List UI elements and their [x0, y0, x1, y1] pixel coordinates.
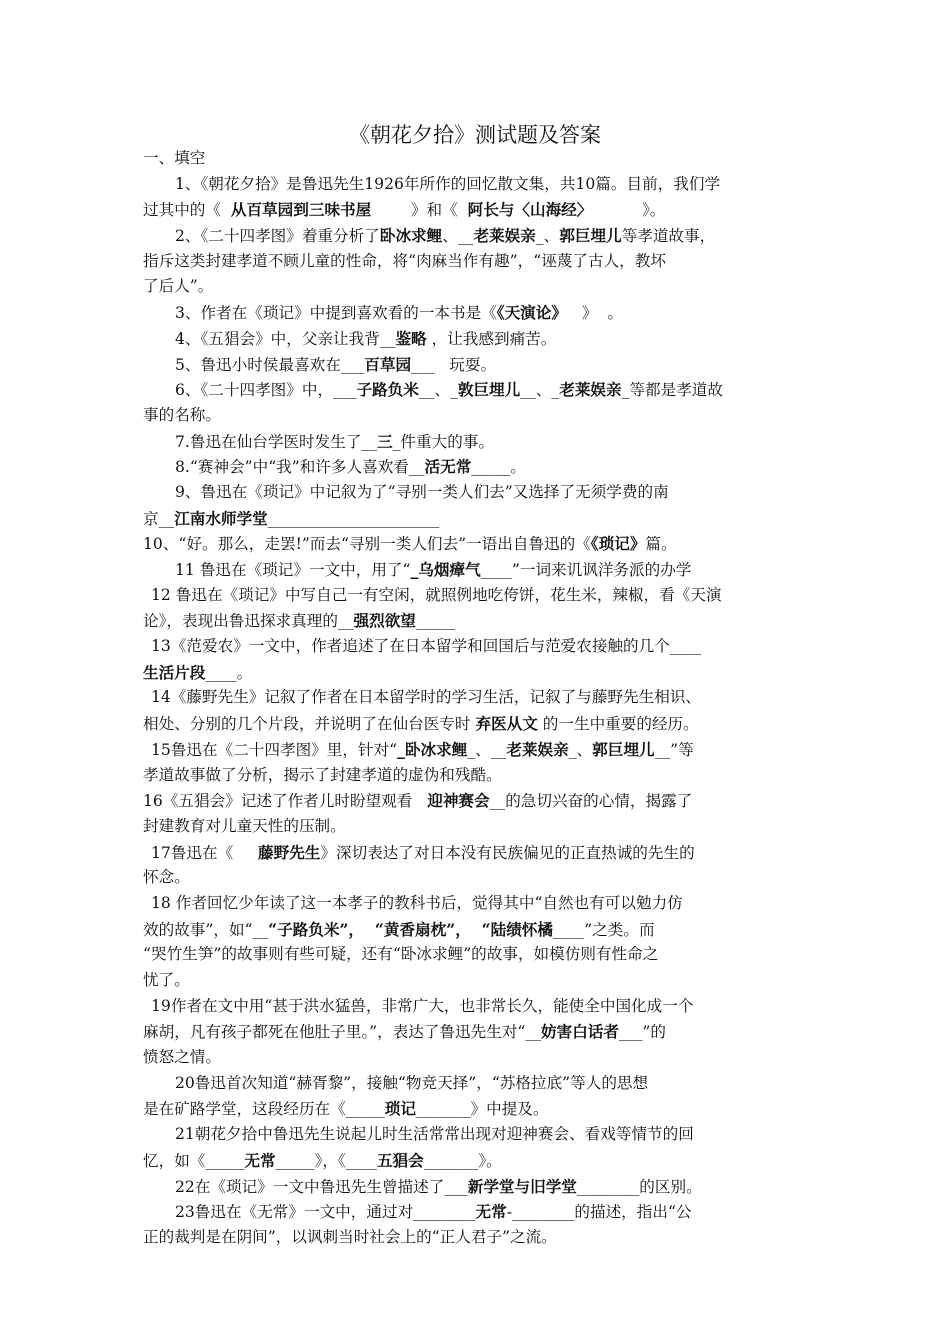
question-text: 愤怒之情。: [143, 1048, 221, 1067]
answer-text: 《琐记》: [590, 534, 646, 554]
question-text: 》 。: [566, 304, 623, 323]
answer-text: 迎神赛会: [427, 791, 490, 811]
text-line: [143, 1019, 811, 1045]
question-text: 4、《五猖会》中，父亲让我背__: [175, 329, 396, 348]
text-line: [143, 249, 811, 275]
question-text: 8.“赛神会”中“我”和许多人喜欢看__: [175, 458, 425, 477]
question-text: 篇。: [645, 535, 677, 554]
answer-text: 琐记: [384, 1099, 416, 1119]
answer-text: 鉴略: [395, 328, 427, 348]
text-line: [143, 377, 811, 403]
answer-text: 五猖会: [376, 1150, 424, 1170]
question-text: 》。: [592, 201, 666, 220]
answer-text: 生活片段: [143, 662, 206, 682]
document-body: [143, 146, 811, 1251]
question-text: _____: [415, 612, 455, 631]
text-line: [143, 1225, 811, 1251]
question-text: _______》。: [423, 1151, 502, 1170]
text-line: [143, 788, 811, 814]
text-line: [143, 1096, 811, 1122]
question-text: ____。: [205, 663, 253, 682]
question-text: ___”的: [618, 1023, 666, 1042]
text-line: [143, 608, 811, 634]
question-text: 是在矿路学堂，这段经历在《_____: [143, 1100, 385, 1119]
question-text: _、__: [467, 740, 507, 759]
answer-text: 弃医从文: [475, 714, 538, 734]
answer-text: 阿长与〈山海经〉: [467, 200, 593, 220]
question-text: 过其中的《: [143, 201, 231, 220]
question-text: 9、鲁迅在《琐记》中记叙为了“寻别一类人们去”又选择了无须学费的南: [175, 482, 669, 501]
answer-text: “子路负米”， “黄香扇枕”， “陆绩怀橘: [268, 919, 553, 939]
answer-text: 妨害白话者: [541, 1022, 619, 1042]
question-text: _____》，《____: [275, 1151, 377, 1170]
answer-text: 无常: [475, 1202, 507, 1222]
question-text: __”等: [654, 740, 694, 759]
text-line: [143, 506, 811, 532]
question-text: _______》中提及。: [415, 1100, 549, 1119]
question-text: 孝道故事做了分析，揭示了封建孝道的虚伪和残酷。: [143, 765, 502, 784]
text-line: [143, 1199, 811, 1225]
text-line: [143, 1045, 811, 1071]
question-text: 18 作者回忆少年读了这一本孝子的教科书后，觉得其中“自然也有可以勉力仿: [151, 893, 683, 912]
text-line: [143, 300, 811, 326]
answer-text: _卧冰求鲤: [397, 739, 468, 759]
text-line: [143, 326, 811, 352]
question-text: ____”一词来讥讽洋务派的办学: [480, 561, 692, 579]
answer-text: 敦巨埋儿: [457, 380, 521, 400]
question-text: 13《范爱农》一文中，作者追述了在日本留学和回国后与范爱农接触的几个____: [151, 637, 702, 656]
question-text: -________的描述，指出“公: [506, 1203, 692, 1222]
text-line: [143, 634, 811, 660]
question-lines: [143, 172, 811, 1251]
question-text: ，让我感到痛苦。: [426, 329, 557, 348]
answer-text: 从百草园到三味书屋: [230, 200, 372, 220]
text-line: [143, 865, 811, 891]
text-line: [143, 1122, 811, 1148]
text-line: [143, 968, 811, 994]
text-line: [143, 814, 811, 840]
answer-text: 老莱娱亲: [559, 380, 622, 400]
question-text: 忧了。: [143, 971, 190, 989]
text-line: [143, 711, 811, 737]
question-text: 21朝花夕拾中鲁迅先生说起儿时生活常常出现对迎神赛会、看戏等情节的回: [175, 1125, 694, 1144]
question-text: 17鲁迅在《: [151, 843, 259, 862]
text-line: [143, 737, 811, 763]
answer-text: 《天演论》: [496, 303, 567, 323]
question-text: ____”之类。而: [553, 920, 655, 939]
text-line: [143, 403, 811, 429]
question-text: 效的故事”，如“__: [143, 920, 269, 939]
question-text: 2、《二十四孝图》着重分析了: [175, 227, 380, 246]
question-text: 3、作者在《琐记》中提到喜欢看的一本书是《: [175, 304, 497, 323]
question-text: 6、《二十四孝图》中，___: [175, 381, 357, 400]
text-line: [143, 480, 811, 506]
answer-text: 老莱娱亲: [473, 226, 536, 246]
question-text: 忆，如《_____: [143, 1151, 245, 1170]
question-text: ________的区别。: [576, 1177, 702, 1196]
answer-text: 无常: [244, 1150, 276, 1170]
question-text: 23鲁迅在《无常》一文中，通过对________: [175, 1203, 476, 1222]
text-line: [143, 1174, 811, 1200]
question-text: 怀念。: [143, 868, 190, 887]
question-text: 7.鲁迅在仙台学医时发生了__: [175, 432, 378, 451]
text-line: [143, 942, 811, 968]
answer-text: 子路负米: [356, 380, 419, 400]
text-line: [143, 1148, 811, 1174]
document-title: 《朝花夕拾》测试题及答案: [349, 123, 601, 147]
question-text: ___ 玩耍。: [411, 355, 497, 374]
answer-text: _乌烟瘴气: [410, 560, 481, 579]
question-text: __的急切兴奋的心情，揭露了: [489, 792, 693, 811]
text-line: [143, 840, 811, 866]
question-text: 11 鲁迅在《琐记》一文中，用了“: [175, 561, 411, 579]
text-line: [143, 891, 811, 917]
question-text: _等都是孝道故: [621, 381, 723, 400]
question-text: __、_: [418, 381, 458, 400]
question-text: 14《藤野先生》记叙了作者在日本留学时的学习生活，记叙了与藤野先生相识、: [151, 688, 702, 707]
question-text: 事的名称。: [143, 405, 221, 424]
text-line: [143, 274, 811, 300]
answer-text: 藤野先生: [258, 842, 321, 862]
text-line: [143, 197, 811, 223]
question-text: __、_: [520, 381, 560, 400]
answer-text: 郭巨埋儿: [592, 739, 655, 759]
text-line: [143, 172, 811, 198]
text-line: [143, 557, 811, 583]
question-text: 麻胡，凡有孩子都死在他肚子里。”，表达了鲁迅先生对“__: [143, 1023, 541, 1042]
text-line: [143, 583, 811, 609]
question-text: 等孝道故事，: [621, 227, 716, 246]
question-text: 5、鲁迅小时侯最喜欢在___: [175, 355, 365, 374]
answer-text: 郭巨埋儿: [559, 226, 622, 246]
text-line: [143, 763, 811, 789]
question-text: 相处、分别的几个片段，并说明了在仙台医专时: [143, 715, 476, 734]
question-text: 》深切表达了对日本没有民族偏见的正直热诚的先生的: [320, 843, 695, 862]
question-text: 的一生中重要的经历。: [537, 715, 699, 734]
question-text: 正的裁判是在阴间”，以讽刺当时社会上的“正人君子”之流。: [143, 1227, 557, 1246]
text-line: [143, 352, 811, 378]
question-text: 15鲁迅在《二十四孝图》里，针对“: [151, 740, 398, 759]
question-text: _、: [535, 227, 560, 246]
text-line: [143, 429, 811, 455]
text-line: [143, 1071, 811, 1097]
question-text: 》和《: [371, 201, 468, 220]
question-text: ______________________: [267, 509, 440, 528]
question-text: “哭竹生笋”的故事则有些可疑，还有“卧冰求鲤”的故事，如模仿则有性命之: [143, 945, 659, 964]
question-text: _件重大的事。: [392, 432, 494, 451]
text-line: [143, 660, 811, 686]
question-text: 1、《朝花夕拾》是鲁迅先生1926年所作的回忆散文集，共10篇。目前，我们学: [175, 174, 721, 193]
question-text: 16《五猖会》记述了作者儿时盼望观看: [143, 792, 428, 811]
question-text: _____。: [471, 458, 526, 477]
question-text: 12 鲁迅在《琐记》中写自己一有空闲，就照例地吃侉饼，花生米，辣椒，看《天演: [151, 585, 722, 604]
answer-text: 三: [377, 431, 393, 451]
answer-text: 新学堂与旧学堂: [467, 1176, 577, 1196]
question-text: 京__: [143, 509, 175, 528]
answer-text: 百草园: [364, 354, 412, 374]
answer-text: 江南水师学堂: [174, 508, 268, 528]
question-text: 了后人”。: [143, 277, 214, 296]
question-text: 10、“好。那么，走罢!”而去“寻别一类人们去”一语出自鲁迅的《: [143, 535, 591, 554]
text-line: [143, 223, 811, 249]
text-line: [143, 454, 811, 480]
answer-text: 卧冰求鲤: [379, 226, 443, 246]
question-text: 论》，表现出鲁迅探求真理的__: [143, 612, 354, 631]
question-text: 22在《琐记》一文中鲁迅先生曾描述了___: [175, 1177, 468, 1196]
question-text: 封建教育对儿童天性的压制。: [143, 816, 346, 835]
answer-text: 强烈欲望: [353, 611, 416, 631]
question-text: _、: [568, 740, 593, 759]
question-text: 指斥这类封建孝道不顾儿童的性命，将“肉麻当作有趣”，“诬蔑了古人，教坏: [143, 251, 666, 270]
question-text: 19作者在文中用“甚于洪水猛兽，非常广大，也非常长久，能使全中国化成一个: [151, 996, 694, 1015]
question-text: 20鲁迅首次知道“赫胥黎”，接触“物竞天择”，“苏格拉底”等人的思想: [175, 1073, 649, 1092]
text-line: [143, 994, 811, 1020]
text-line: [143, 917, 811, 943]
text-line: [143, 531, 811, 557]
section-heading: 一、填空: [143, 149, 206, 167]
answer-text: 老莱娱亲: [506, 739, 569, 759]
question-text: 、__: [442, 227, 474, 246]
answer-text: 活无常: [424, 457, 472, 477]
text-line: [143, 685, 811, 711]
